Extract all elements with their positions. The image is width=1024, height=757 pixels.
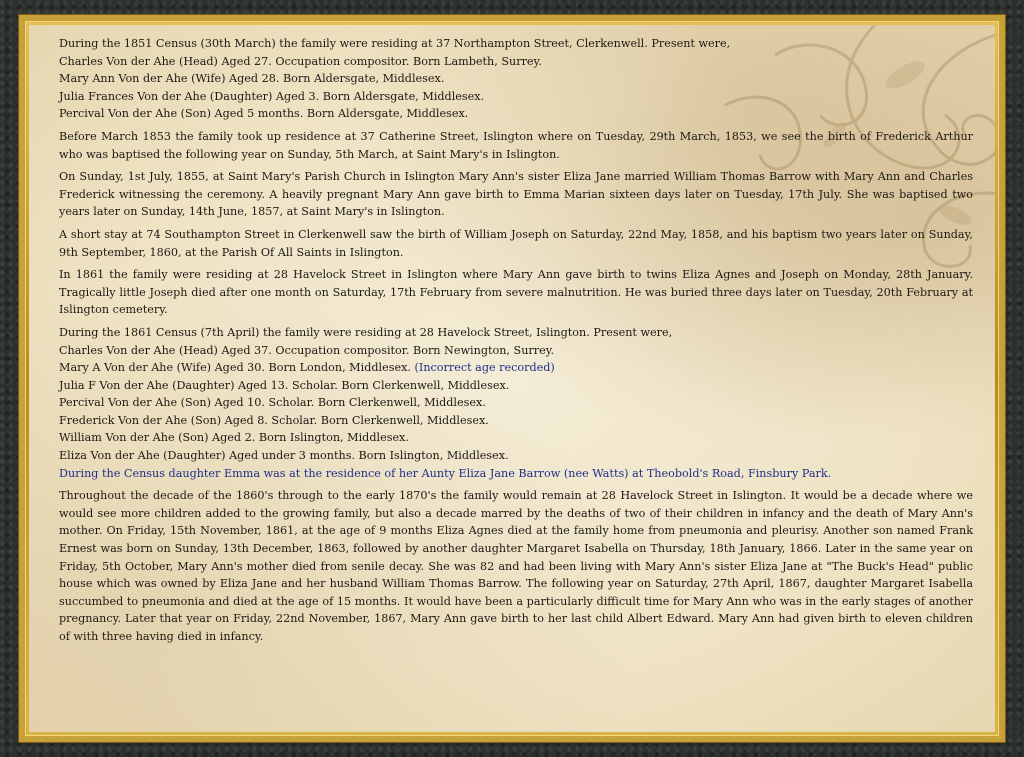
census-1861-block [59, 324, 973, 482]
census-1861-line: Charles Von der Ahe (Head) Aged 37. Occupation compositor. Born Newington, Surrey. [59, 343, 555, 357]
paragraph-southampton-street: A short stay at 74 Southampton Street in Clerkenwell saw the birth of William Joseph on Saturday, 22nd May, 1858, and his baptism two years later on Sunday, 9th September, 1860, at the Parish Of All Saints in Islington. [59, 227, 973, 259]
census-1851-line: Julia Frances Von der Ahe (Daughter) Aged 3. Born Aldersgate, Middlesex. [59, 89, 485, 103]
incorrect-age-note: (Incorrect age recorded) [414, 361, 555, 375]
parchment-page [29, 25, 995, 732]
census-1861-mary-text: Mary A Von der Ahe (Wife) Aged 30. Born London, Middlesex. [59, 361, 411, 375]
census-1861-line: Eliza Von der Ahe (Daughter) Aged under 3 months. Born Islington, Middlesex. [59, 449, 509, 463]
census-1861-line: Frederick Von der Ahe (Son) Aged 8. Scholar. Born Clerkenwell, Middlesex. [59, 413, 489, 427]
paragraph-catherine-street: Before March 1853 the family took up residence at 37 Catherine Street, Islington where on Tuesday, 29th March, 1853, we see the birth of Frederick Arthur who was baptised the following year on Sunday, 5th March, at Saint Mary's in Islington. [59, 129, 973, 161]
census-1851-line: Percival Von der Ahe (Son) Aged 5 months. Born Aldersgate, Middlesex. [59, 107, 469, 121]
census-1851-line: Charles Von der Ahe (Head) Aged 27. Occupation compositor. Born Lambeth, Surrey. [59, 54, 542, 68]
paragraph-1861-twins: In 1861 the family were residing at 28 Havelock Street in Islington where Mary Ann gave birth to twins Eliza Agnes and Joseph on Monday, 28th January. Tragically little Joseph died after one month on Saturday, 17th February from severe malnutrition. He was buried three days later on Tuesday, 20th February at Islington cemetery. [59, 268, 973, 317]
census-1861-line-mary [59, 359, 973, 377]
census-1861-line: Percival Von der Ahe (Son) Aged 10. Scholar. Born Clerkenwell, Middlesex. [59, 396, 486, 410]
census-1861-line: Julia F Von der Ahe (Daughter) Aged 13. Scholar. Born Clerkenwell, Middlesex. [59, 378, 510, 392]
census-1861-line: William Von der Ahe (Son) Aged 2. Born Islington, Middlesex. [59, 431, 409, 445]
census-1861-line: During the 1861 Census (7th April) the family were residing at 28 Havelock Street, Islington. Present were, [59, 325, 673, 339]
paragraph-1855-wedding: On Sunday, 1st July, 1855, at Saint Mary's Parish Church in Islington Mary Ann's sister Eliza Jane married William Thomas Barrow with Mary Ann and Charles Frederick witnessing the ceremony. A heavily pregnant Mary Ann gave birth to Emma Marian sixteen days later on Tuesday, 17th July. She was baptised two years later on Sunday, 14th June, 1857, at Saint Mary's in Islington. [59, 170, 973, 219]
census-1851-line: Mary Ann Von der Ahe (Wife) Aged 28. Born Aldersgate, Middlesex. [59, 72, 445, 86]
paragraph-1860s-decade: Throughout the decade of the 1860's through to the early 1870's the family would remain at 28 Havelock Street in Islington. It would be a decade where we would see more children added to the growing family, but also a decade marred by the deaths of two of their children in infancy and the death of Mary Ann's mother. On Friday, 15th November, 1861, at the age of 9 months Eliza Agnes died at the family home from pneumonia and pleurisy. Another son named Frank Ernest was born on Sunday, 13th December, 1863, followed by another daughter Margaret Isabella on Thursday, 18th January, 1866. Later in the same year on Friday, 5th October, Mary Ann's mother died from senile decay. She was 82 and had been living with Mary Ann's sister Eliza Jane at "The Buck's Head" public house which was owned by Eliza Jane and her husband William Thomas Barrow. The following year on Saturday, 27th April, 1867, daughter Margaret Isabella succumbed to pneumonia and died at the age of 15 months. It would have been a particularly difficult time for Mary Ann who was in the early stages of another pregnancy. Later that year on Friday, 22nd November, 1867, Mary Ann gave birth to her last child Albert Edward. Mary Ann had given birth to eleven children of with three having died in infancy. [59, 489, 973, 643]
document-body [59, 35, 973, 724]
census-1851-line: During the 1851 Census (30th March) the family were residing at 37 Northampton Street, Clerkenwell. Present were, [59, 37, 731, 50]
emma-census-note: During the Census daughter Emma was at the residence of her Aunty Eliza Jane Barrow (nee Watts) at Theobold's Road, Finsbury Park. [59, 466, 832, 480]
census-1851-block [59, 35, 973, 123]
gold-frame [19, 15, 1005, 742]
